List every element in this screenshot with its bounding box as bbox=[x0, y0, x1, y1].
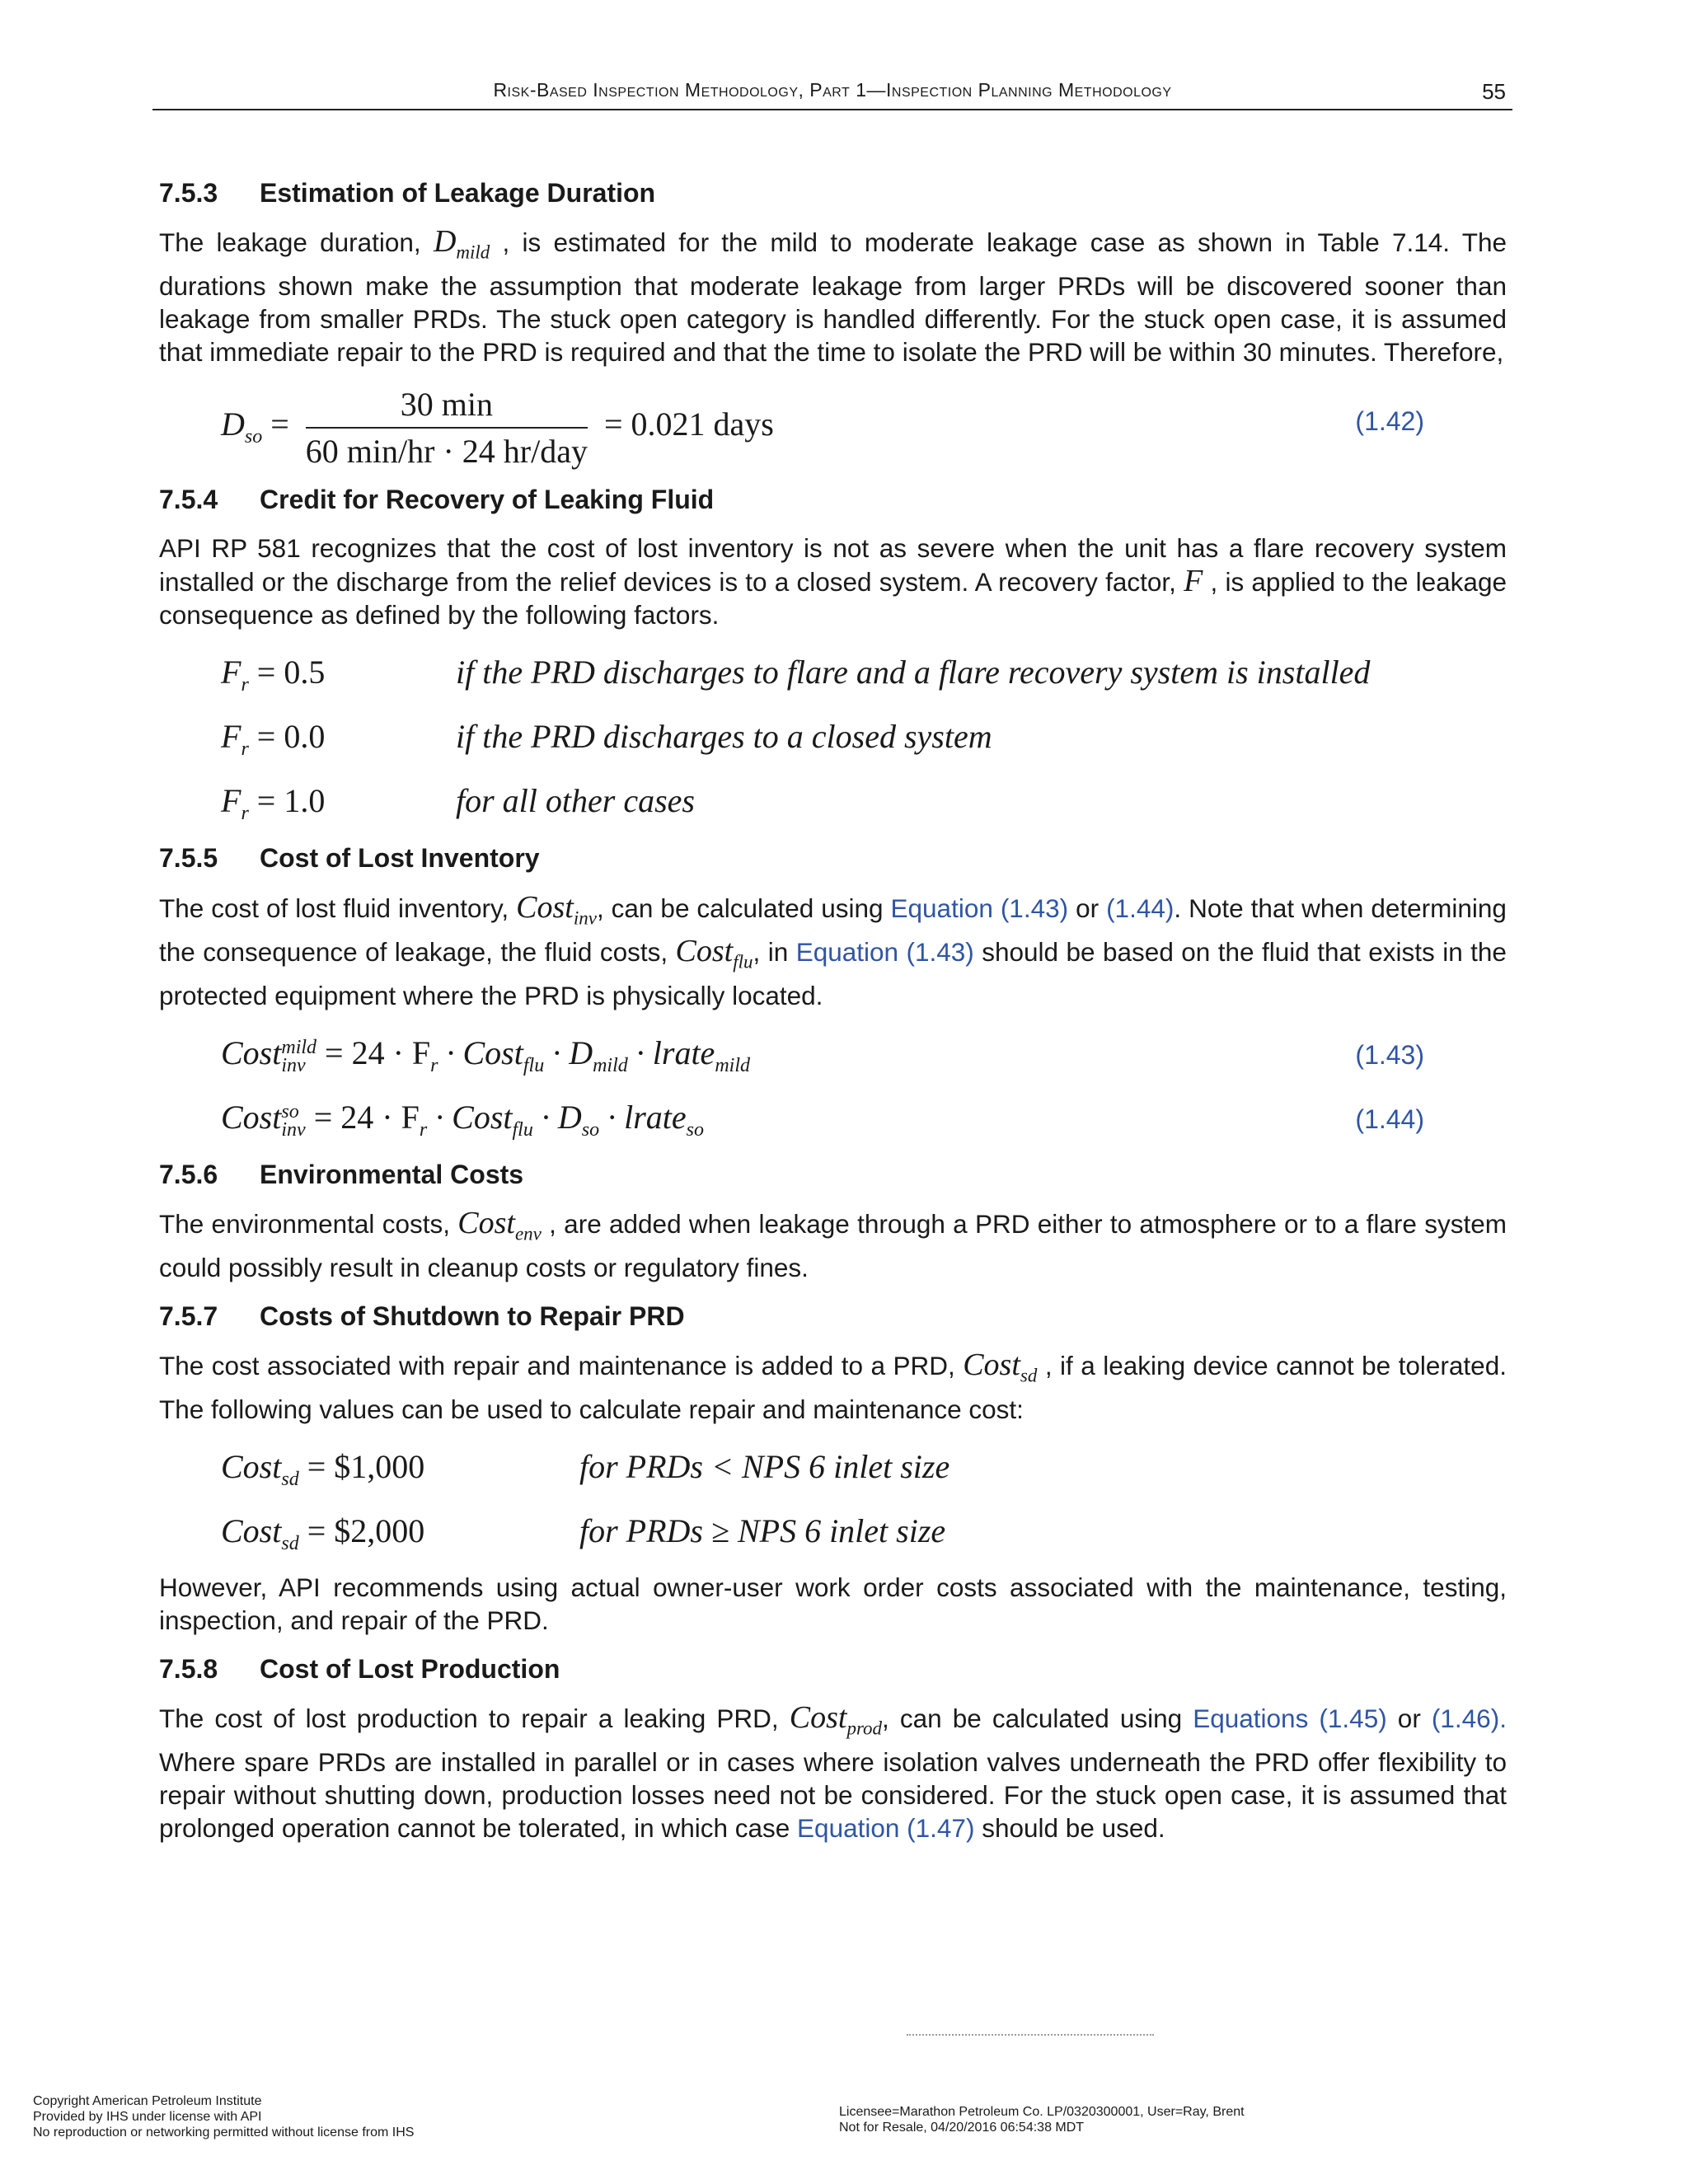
page-number: 55 bbox=[1482, 79, 1506, 104]
eq-subscript: flu bbox=[512, 1118, 533, 1141]
eq-term: · Cost bbox=[435, 1098, 513, 1136]
text-run: or bbox=[1397, 1704, 1421, 1734]
math-symbol: Cost bbox=[675, 934, 734, 969]
eq-subscript: inv bbox=[281, 1118, 306, 1141]
text-run: , is estimated for the mild to moderate leakage case as shown in Table 7.14. The durations shown make the assumption that moderate leakage from larger PRDs will be discovered sooner than leakage from smaller PRDs. The stuck open category is handled differently. For the stuck open case, it is assumed that immediate repair to the PRD is required and that the time to isolate the PRD will be within 30 minutes. Therefore, bbox=[159, 227, 1507, 367]
text-run: The environmental costs, bbox=[159, 1209, 450, 1240]
math-variable bbox=[516, 889, 597, 929]
eq-condition: if the PRD discharges to flare and a flare recovery system is installed bbox=[456, 654, 1371, 691]
equation-body bbox=[221, 717, 325, 761]
eq-condition: for PRDs < NPS 6 inlet size bbox=[579, 1447, 950, 1485]
eq-term: · D bbox=[552, 1033, 593, 1071]
equation-link[interactable]: (1.46). bbox=[1431, 1704, 1507, 1734]
math-subscript: prod bbox=[846, 1718, 883, 1739]
eq-term: · lrate bbox=[607, 1098, 687, 1136]
section-title: Estimation of Leakage Duration bbox=[260, 178, 656, 208]
section-heading bbox=[159, 177, 1507, 209]
eq-term: · Cost bbox=[446, 1033, 523, 1071]
math-subscript: flu bbox=[733, 951, 753, 972]
recovery-factor-row bbox=[159, 648, 1507, 697]
eq-lhs: F bbox=[221, 654, 241, 691]
text-run: The cost associated with repair and maintenance is added to a PRD, bbox=[159, 1351, 955, 1381]
text-run: The leakage duration, bbox=[159, 227, 421, 258]
paragraph bbox=[159, 225, 1507, 368]
text-run: should be used. bbox=[982, 1812, 1165, 1843]
eq-subscript: r bbox=[241, 803, 249, 825]
eq-subscript: r bbox=[241, 674, 249, 696]
math-symbol: Cost bbox=[457, 1206, 515, 1241]
equation-body bbox=[221, 781, 325, 825]
shutdown-cost-row bbox=[159, 1442, 1507, 1492]
text-run: Where spare PRDs are installed in parallel or in cases where isolation valves underneath the PRD offer flexibility to repair without shutting down, production losses need not be considered. For the stuck open case, it is assumed that prolonged operation cannot be tolerated, in which case bbox=[159, 1746, 1507, 1843]
equation-body: $D_{so}$ = $\frac{30 \min}{\text{60 min/hr · 24 hr/day}}$ = 0.021 days bbox=[221, 385, 774, 470]
math-variable bbox=[457, 1206, 542, 1244]
eq-lhs: F bbox=[221, 782, 241, 820]
eq-subscript: mild bbox=[715, 1054, 750, 1076]
fraction bbox=[306, 385, 588, 471]
section-7-5-5 bbox=[159, 842, 1507, 1142]
section-heading bbox=[159, 842, 1507, 874]
paragraph bbox=[159, 891, 1507, 1012]
eq-value: = 0.5 bbox=[256, 654, 326, 691]
equation-link[interactable]: Equation (1.47) bbox=[797, 1812, 975, 1843]
numerator: 30 min bbox=[306, 385, 588, 429]
paragraph bbox=[159, 532, 1507, 631]
eq-term: Cost bbox=[221, 1098, 282, 1136]
eq-term: Cost bbox=[221, 1033, 282, 1071]
eq-subscript: flu bbox=[523, 1054, 545, 1076]
text-run: , are added when leakage through a PRD either to atmosphere or to a flare system could possibly result in cleanup costs or regulatory fines. bbox=[159, 1209, 1507, 1282]
equation-body bbox=[221, 1511, 424, 1555]
eq-lhs: Cost bbox=[221, 1511, 282, 1549]
eq-subscript: so bbox=[244, 426, 263, 448]
section-heading bbox=[159, 1653, 1507, 1685]
equation-link[interactable]: Equations (1.45) bbox=[1193, 1704, 1387, 1734]
equation-number[interactable]: (1.42) bbox=[1355, 405, 1424, 436]
math-subscript: mild bbox=[456, 241, 490, 263]
eq-subscript: sd bbox=[281, 1468, 299, 1490]
recovery-factor-row bbox=[159, 776, 1507, 826]
section-title: Environmental Costs bbox=[260, 1159, 524, 1189]
eq-subscript: sd bbox=[281, 1532, 299, 1554]
math-subscript: inv bbox=[573, 907, 597, 929]
running-title: Risk-Based Inspection Methodology, Part 1—Inspection Planning Methodology bbox=[493, 79, 1172, 101]
eq-condition: if the PRD discharges to a closed system bbox=[456, 718, 992, 756]
eq-result: = 0.021 days bbox=[603, 405, 774, 443]
text-run: or bbox=[1076, 893, 1100, 923]
eq-term: · lrate bbox=[635, 1033, 715, 1071]
text-run: , is applied to the leakage consequence as defined by the following factors. bbox=[159, 567, 1507, 630]
equation-1-44 bbox=[159, 1093, 1507, 1142]
math-variable bbox=[789, 1700, 883, 1739]
eq-superscript: so bbox=[281, 1100, 299, 1122]
eq-term: = 24 · F bbox=[325, 1033, 431, 1071]
section-number: 7.5.5 bbox=[159, 843, 218, 874]
eq-subscript: mild bbox=[593, 1054, 628, 1076]
section-number: 7.5.7 bbox=[159, 1301, 218, 1331]
eq-value: = $2,000 bbox=[307, 1511, 425, 1549]
footer-line: Provided by IHS under license with API bbox=[33, 2110, 262, 2124]
section-title: Cost of Lost Production bbox=[260, 1653, 560, 1684]
section-7-5-7 bbox=[159, 1301, 1507, 1637]
recovery-factor-row bbox=[159, 712, 1507, 762]
equation-1-43 bbox=[159, 1029, 1507, 1078]
math-variable bbox=[963, 1347, 1038, 1386]
math-symbol: Cost bbox=[789, 1700, 847, 1736]
equation-link[interactable]: Equation (1.43) bbox=[890, 893, 1069, 923]
paragraph bbox=[159, 1207, 1507, 1284]
equation-1-42 bbox=[159, 385, 1507, 470]
eq-term: = 24 · F bbox=[313, 1098, 420, 1136]
math-subscript: sd bbox=[1020, 1365, 1038, 1386]
math-symbol: Cost bbox=[516, 889, 574, 925]
section-7-5-4 bbox=[159, 484, 1507, 826]
equation-body bbox=[221, 1447, 424, 1491]
eq-value: = 1.0 bbox=[256, 782, 326, 820]
footer-line: Licensee=Marathon Petroleum Co. LP/0320300001, User=Ray, Brent bbox=[839, 2105, 1245, 2119]
eq-superscript: mild bbox=[281, 1036, 317, 1058]
section-number: 7.5.8 bbox=[159, 1653, 218, 1684]
footer-dotted-mark bbox=[907, 2034, 1154, 2039]
section-7-5-6 bbox=[159, 1159, 1507, 1284]
equation-body bbox=[221, 1033, 750, 1077]
eq-subscript: so bbox=[686, 1118, 704, 1141]
eq-term: · D bbox=[541, 1098, 582, 1136]
text-run: should be based on the fluid that exists in the protected equipment where the PRD is physically located. bbox=[159, 937, 1507, 1010]
equation-body bbox=[221, 1098, 704, 1141]
math-variable bbox=[675, 934, 753, 972]
text-run: The cost of lost production to repair a leaking PRD, bbox=[159, 1704, 779, 1734]
section-heading bbox=[159, 1159, 1507, 1190]
equation-number[interactable]: (1.44) bbox=[1355, 1104, 1424, 1134]
text-run: The cost of lost fluid inventory, bbox=[159, 893, 509, 923]
math-variable: F bbox=[1184, 564, 1203, 599]
text-run: , in bbox=[753, 937, 789, 968]
section-7-5-8 bbox=[159, 1653, 1507, 1844]
eq-lhs: Cost bbox=[221, 1447, 282, 1485]
paragraph bbox=[159, 1701, 1507, 1844]
text-run: , can be calculated using bbox=[596, 893, 884, 923]
denominator: 60 min/hr · 24 hr/day bbox=[305, 432, 588, 470]
footer-line: No reproduction or networking permitted without license from IHS bbox=[33, 2125, 415, 2139]
page-header bbox=[152, 79, 1512, 110]
equation-link[interactable]: (1.44) bbox=[1106, 893, 1175, 923]
eq-subscript: inv bbox=[281, 1054, 306, 1076]
math-symbol: Cost bbox=[963, 1347, 1020, 1383]
text-run: , if a leaking device cannot be tolerated. The following values can be used to calculate repair and maintenance cost: bbox=[159, 1351, 1507, 1424]
page-content bbox=[159, 177, 1507, 1861]
eq-condition: for PRDs ≥ NPS 6 inlet size bbox=[579, 1511, 946, 1549]
eq-subscript: so bbox=[581, 1118, 600, 1141]
eq-lhs: D bbox=[221, 405, 245, 443]
math-symbol: D bbox=[433, 224, 457, 260]
shutdown-cost-row bbox=[159, 1507, 1507, 1556]
section-heading bbox=[159, 1301, 1507, 1332]
section-7-5-3 bbox=[159, 177, 1507, 470]
paragraph bbox=[159, 1348, 1507, 1426]
section-title: Cost of Lost Inventory bbox=[260, 843, 540, 874]
eq-subscript: r bbox=[241, 738, 249, 761]
section-number: 7.5.3 bbox=[159, 178, 218, 208]
footer-line: Copyright American Petroleum Institute bbox=[33, 2094, 262, 2108]
eq-subscript: r bbox=[430, 1054, 438, 1076]
section-number: 7.5.6 bbox=[159, 1159, 218, 1189]
eq-value: = 0.0 bbox=[256, 718, 326, 756]
equation-link[interactable]: Equation (1.43) bbox=[795, 937, 974, 968]
text-run: API RP 581 recognizes that the cost of lost inventory is not as severe when the unit has a flare recovery system installed or the discharge from the relief devices is to a closed system. A recovery factor, bbox=[159, 533, 1507, 598]
section-title: Credit for Recovery of Leaking Fluid bbox=[260, 484, 715, 514]
footer-line: Not for Resale, 04/20/2016 06:54:38 MDT bbox=[839, 2121, 1085, 2135]
text-run: . Note that when determining the consequence of leakage, the fluid costs, bbox=[159, 893, 1507, 968]
eq-value: = $1,000 bbox=[307, 1447, 425, 1485]
footer-copyright bbox=[33, 2093, 414, 2140]
equation-number[interactable]: (1.43) bbox=[1355, 1039, 1424, 1070]
eq-lhs: F bbox=[221, 718, 241, 756]
section-heading bbox=[159, 484, 1507, 515]
equation-body bbox=[221, 653, 325, 696]
math-variable bbox=[433, 224, 490, 263]
footer-license bbox=[839, 2104, 1245, 2135]
paragraph: However, API recommends using actual owner-user work order costs associated with the maintenance, testing, inspection, and repair of the PRD. bbox=[159, 1572, 1507, 1635]
math-subscript: env bbox=[514, 1223, 542, 1244]
section-title: Costs of Shutdown to Repair PRD bbox=[260, 1301, 685, 1331]
eq-subscript: r bbox=[419, 1118, 428, 1141]
text-run: , can be calculated using bbox=[882, 1704, 1183, 1734]
section-number: 7.5.4 bbox=[159, 484, 218, 514]
eq-condition: for all other cases bbox=[456, 782, 695, 820]
